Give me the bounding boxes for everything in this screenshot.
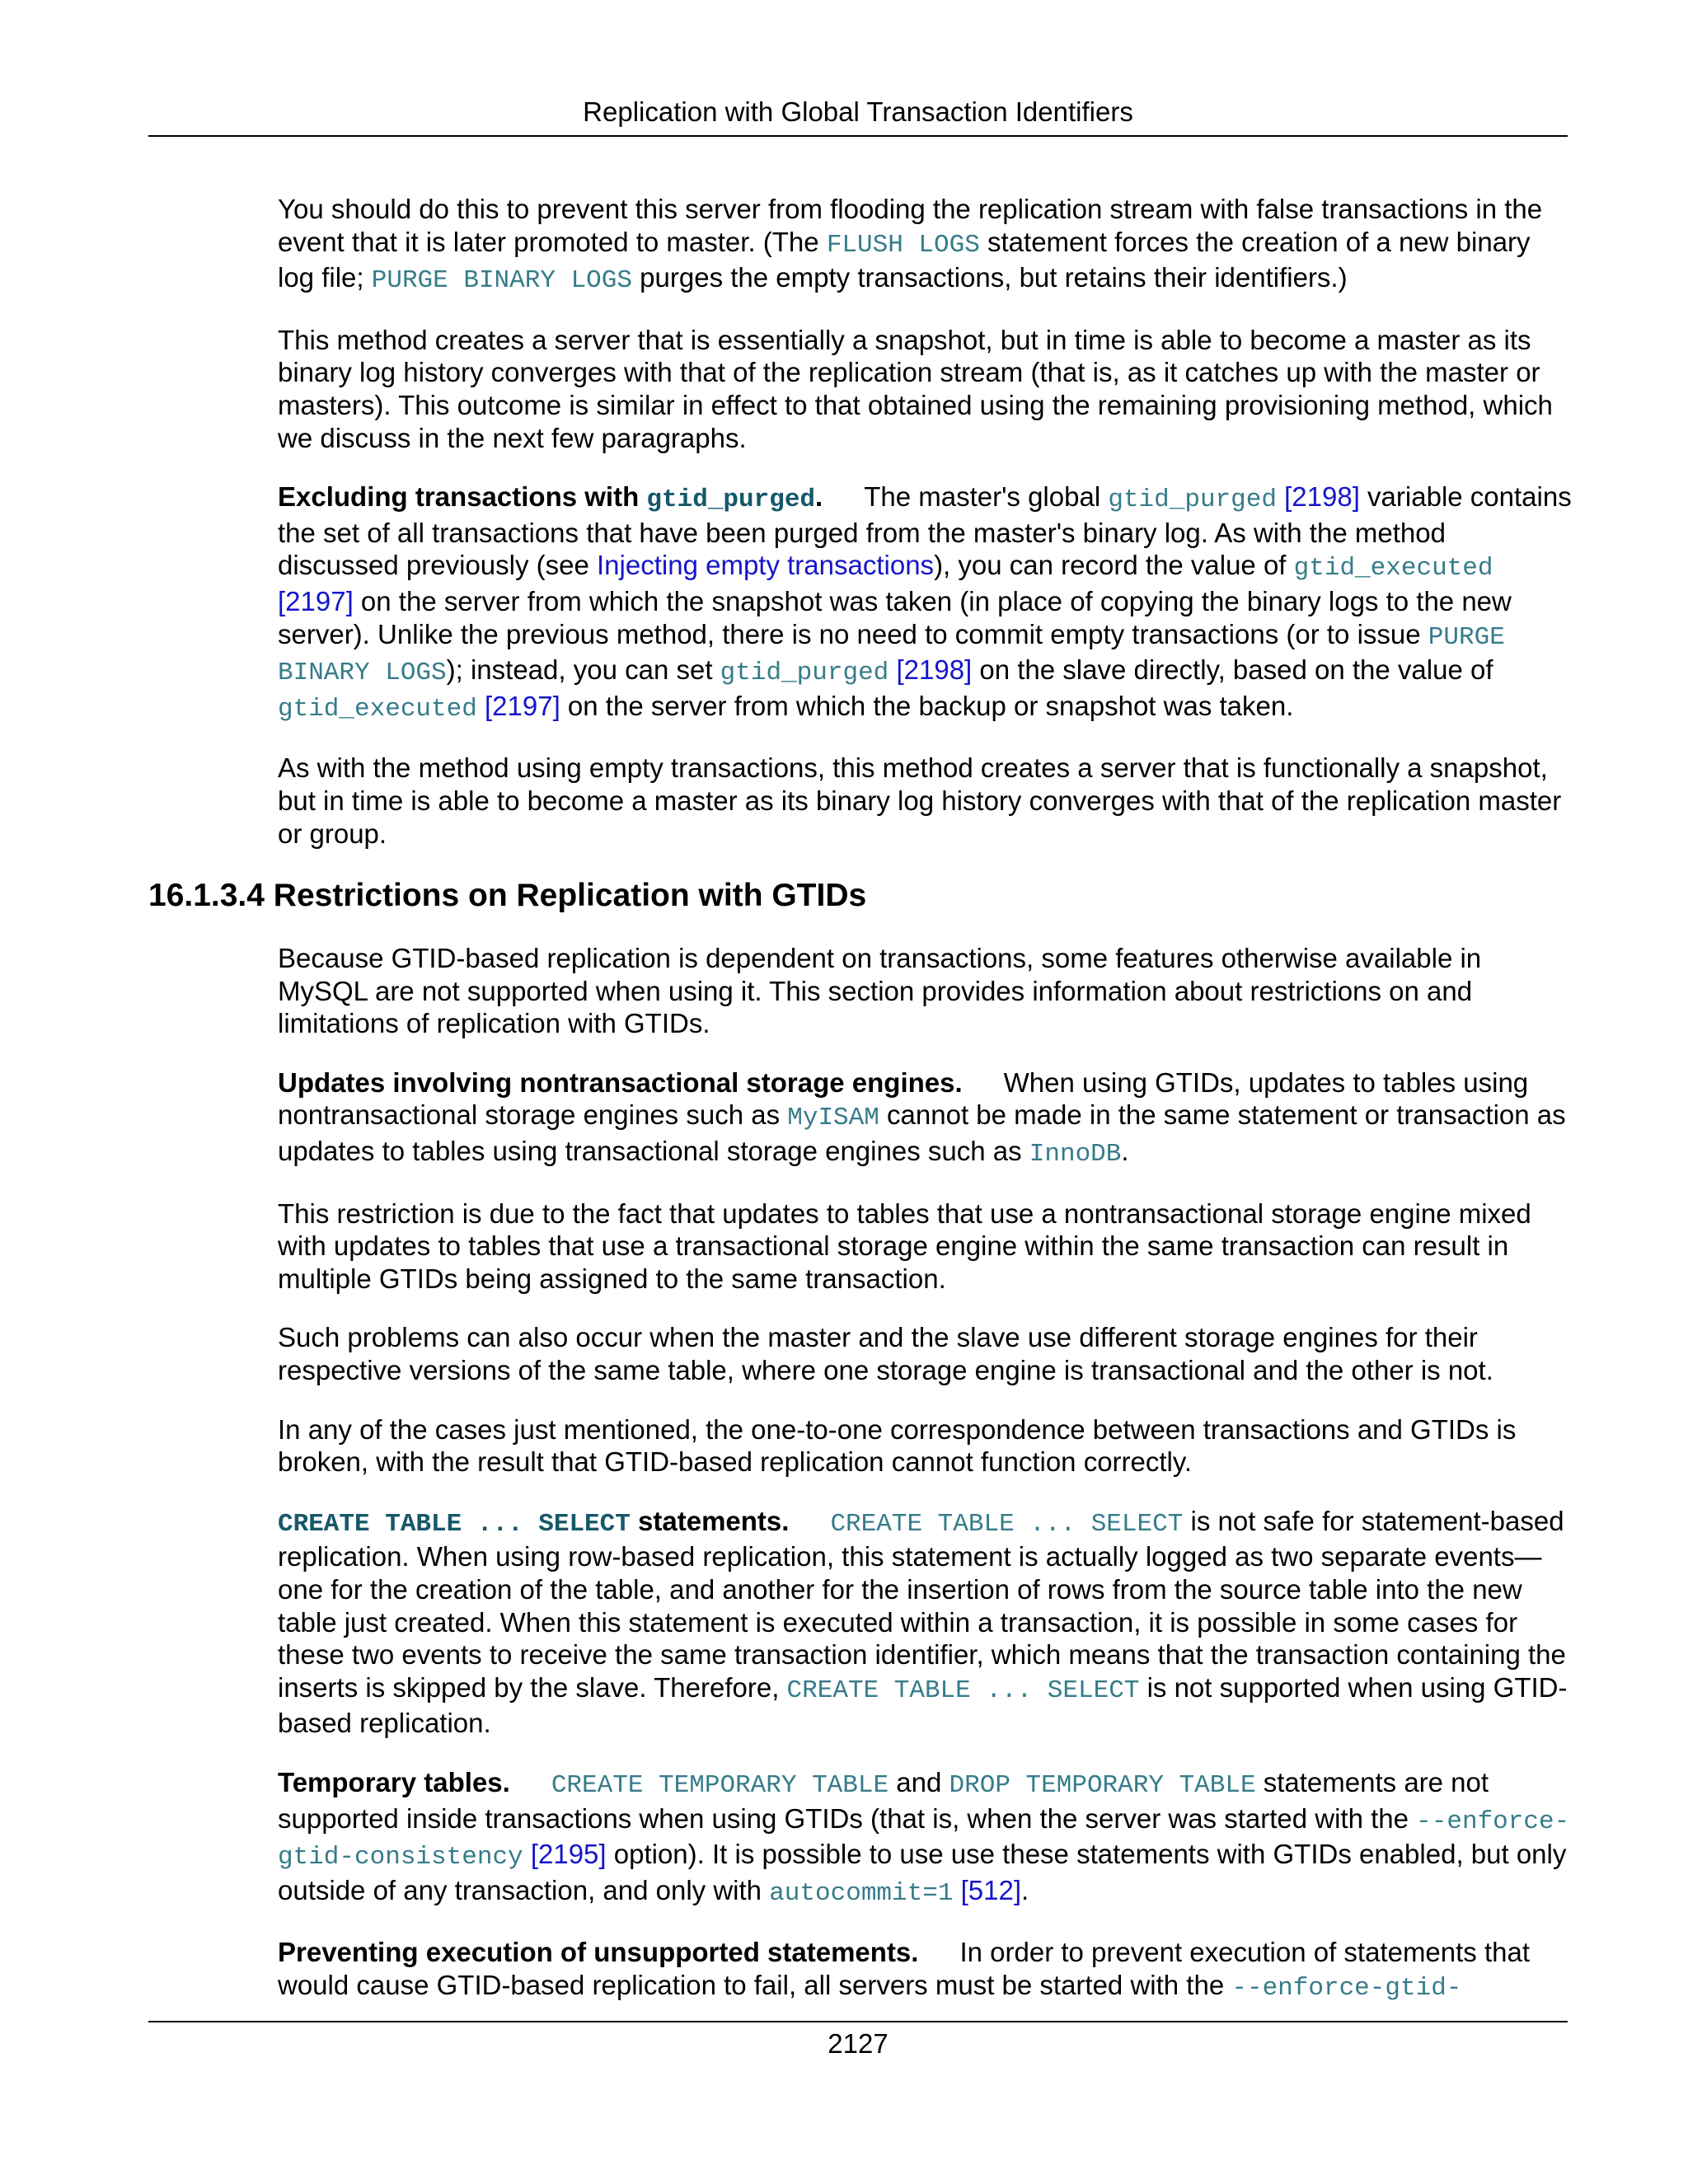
text: In order to prevent execution of statements that would cause GTID-based replication to fail, all servers must be started with the xyxy=(278,1937,1531,2000)
text: statement forces the creation of a new binary log file; xyxy=(278,226,1531,293)
text: and xyxy=(889,1766,950,1797)
ref-link-2195[interactable]: [2195] xyxy=(530,1839,607,1870)
text: option). It is possible to use use these statements with GTIDs enabled, but only outside of any transaction, and only with xyxy=(278,1839,1567,1905)
text: . xyxy=(1021,1874,1029,1905)
lead-heading: Temporary tables. xyxy=(278,1766,510,1797)
running-header: Replication with Global Transaction Identifiers xyxy=(583,96,1133,127)
paragraph-create-table-select xyxy=(278,1505,1572,1740)
text: purges the empty transactions, but retains their identifiers.) xyxy=(632,262,1348,293)
paragraph-flush-logs xyxy=(278,193,1572,298)
ref-link-2197[interactable]: [2197] xyxy=(485,690,560,721)
code-purge-binary-logs: PURGE BINARY LOGS xyxy=(371,266,632,296)
ref-link-512[interactable]: [512] xyxy=(960,1874,1022,1905)
text: variable contains the set of all transactions that have been purged from the master's binary log. As with the method discussed previously (see xyxy=(278,481,1572,581)
ref-link-2198[interactable]: [2198] xyxy=(1284,481,1360,513)
code-enforce-gtid-consistency: --enforce-gtid-consistency xyxy=(278,1807,1570,1872)
text: on the slave directly, based on the value of xyxy=(972,654,1493,686)
paragraph-nontransactional-engines xyxy=(278,1066,1572,1171)
code-gtid-executed: gtid_executed xyxy=(1293,554,1493,583)
text: ); instead, you can set xyxy=(446,654,720,686)
code-gtid-purged: gtid_purged xyxy=(720,658,889,688)
paragraph-excluding-transactions xyxy=(278,480,1572,725)
text: ), you can record the value of xyxy=(934,550,1294,581)
lead-heading: Updates involving nontransactional storage engines. xyxy=(278,1066,963,1098)
ref-link-2197[interactable]: [2197] xyxy=(278,585,354,616)
footer-rule xyxy=(148,2021,1568,2022)
lead-text: . xyxy=(815,481,823,513)
text: is not supported when using GTID-based replication. xyxy=(278,1671,1568,1739)
section-title: 16.1.3.4 Restrictions on Replication with GTIDs xyxy=(148,878,867,914)
code-gtid-purged: gtid_purged xyxy=(1108,485,1277,515)
paragraph-snapshot-method: This method creates a server that is essentially a snapshot, but in time is able to become a master as its binary log history converges with that of the replication stream (that is, as it catches up with the master or masters). This outcome is similar in effect to that obtained using the remaining provisioning method, which we discuss in the next few paragraphs. xyxy=(278,324,1553,453)
text: is not safe for statement-based replication. When using row-based replication, this statement is actually logged as two separate events—one for the creation of the table, and another for the insertion of rows from the source table into the new table just created. When this statement is executed within a transaction, it is possible in some cases for these two events to receive the same transaction identifier, which means that the transaction containing the inserts is skipped by the slave. Therefore, xyxy=(278,1505,1566,1703)
lead-heading xyxy=(278,481,823,515)
paragraph-functional-snapshot: As with the method using empty transactions, this method creates a server that is functionally a snapshot, but in time is able to become a master as its binary log history converges with that of the replication master or group. xyxy=(278,752,1562,849)
text: on the server from which the backup or snapshot was taken. xyxy=(560,690,1294,721)
text: on the server from which the snapshot was taken (in place of copying the binary logs to the new server). Unlike the previous method, there is no need to commit empty transactions (or to issue xyxy=(278,585,1512,649)
link-injecting-empty-transactions[interactable]: Injecting empty transactions xyxy=(597,550,935,581)
code-innodb: InnoDB xyxy=(1029,1140,1122,1169)
code-flush-logs: FLUSH LOGS xyxy=(826,230,980,260)
page-number: 2127 xyxy=(828,2028,889,2059)
lead-code-create-table-select: CREATE TABLE ... SELECT xyxy=(278,1509,631,1539)
code-create-table-select: CREATE TABLE ... SELECT xyxy=(786,1675,1140,1705)
paragraph-correspondence-broken: In any of the cases just mentioned, the one-to-one correspondence between transactions and GTIDs is broken, with the result that GTID-based replication cannot function correctly. xyxy=(278,1413,1517,1478)
paragraph-different-engines: Such problems can also occur when the master and the slave use different storage engines for their respective versions of the same table, where one storage engine is transactional and the other is not. xyxy=(278,1322,1493,1386)
text: When using GTIDs, updates to tables using nontransactional storage engines such as xyxy=(278,1066,1529,1131)
paragraph-temporary-tables xyxy=(278,1766,1572,1910)
lead-text: Excluding transactions with xyxy=(278,481,647,513)
code-drop-temporary-table: DROP TEMPORARY TABLE xyxy=(949,1770,1256,1800)
paragraph-preventing-execution xyxy=(278,1936,1572,2004)
code-autocommit: autocommit=1 xyxy=(769,1878,954,1908)
ref-link-2198[interactable]: [2198] xyxy=(896,654,973,686)
lead-code-gtid-purged: gtid_purged xyxy=(646,485,816,515)
paragraph-restriction-reason: This restriction is due to the fact that updates to tables that use a nontransactional storage engine mixed with updates to tables that use a transactional storage engine within the same transaction can result in multiple GTIDs being assigned to the same transaction. xyxy=(278,1197,1531,1294)
lead-heading: statements. xyxy=(630,1505,790,1536)
code-gtid-executed: gtid_executed xyxy=(278,694,477,724)
text: cannot be made in the same statement or transaction as updates to tables using transactional storage engines such as xyxy=(278,1099,1566,1167)
code-purge-binary-logs: PURGE BINARY LOGS xyxy=(278,622,1505,688)
text: You should do this to prevent this server from flooding the replication stream with false transactions in the event that it is later promoted to master. (The xyxy=(278,194,1543,257)
lead-heading: Preventing execution of unsupported statements. xyxy=(278,1937,919,1968)
text: . xyxy=(1121,1136,1129,1167)
page-content xyxy=(148,193,1572,2032)
code-myisam: MyISAM xyxy=(787,1104,879,1133)
code-create-temporary-table: CREATE TEMPORARY TABLE xyxy=(551,1770,889,1800)
header-rule xyxy=(148,135,1568,137)
code-enforce-gtid: --enforce-gtid- xyxy=(1231,1973,1462,2003)
paragraph-restrictions-intro: Because GTID-based replication is dependent on transactions, some features otherwise available in MySQL are not supported when using it. This section provides information about restrictions on and limitations of replication with GTIDs. xyxy=(278,943,1482,1039)
text: statements are not supported inside transactions when using GTIDs (that is, when the server was started with the xyxy=(278,1766,1489,1834)
code-create-table-select: CREATE TABLE ... SELECT xyxy=(830,1509,1184,1539)
text: The master's global xyxy=(864,481,1109,513)
